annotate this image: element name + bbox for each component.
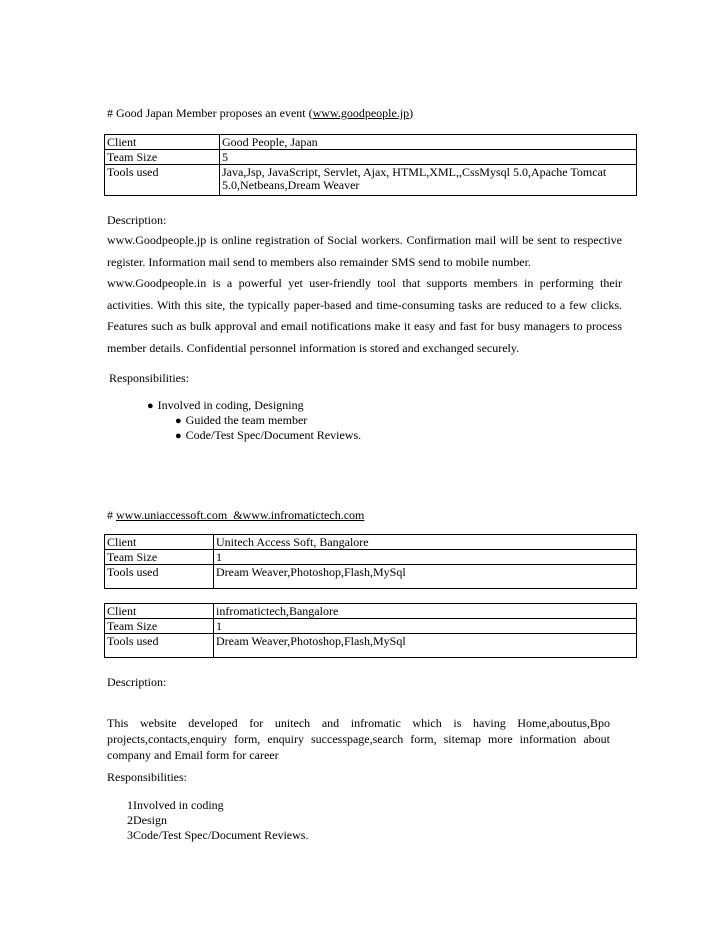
project1-heading: # Good Japan Member proposes an event (www.goodpeople.jp) (107, 106, 414, 120)
list-item: 3Code/Test Spec/Document Reviews. (127, 828, 309, 842)
list-item: 2Design (127, 813, 167, 827)
list-item: ● Code/Test Spec/Document Reviews. (175, 428, 362, 442)
table-row: Tools used Dream Weaver,Photoshop,Flash,MySql (105, 634, 637, 658)
bullet-icon: ● (147, 400, 154, 412)
list-item: 1Involved in coding (127, 798, 224, 812)
project2-info-table-2 (104, 603, 637, 658)
project2-link[interactable]: www.uniaccessoft.com &www.infromatictech.com (116, 508, 365, 522)
table-row: Team Size 1 (105, 619, 637, 634)
project1-info-table (104, 134, 637, 196)
description-paragraph: www.Goodpeople.in is a powerful yet user-friendly tool that supports members in performing their activities. With this site, the typically paper-based and time-consuming tasks are reduced to a few clicks. Features such as bulk approval and email notifications make it easy and fast for busy managers to process member details. Confidential personnel information is stored and exchanged securely. (107, 276, 622, 355)
table-row: Team Size 5 (105, 150, 637, 165)
project2-description: This website developed for unitech and infromatic which is having Home,aboutus,Bpo projects,contacts,enquiry form, enquiry successpage,search form, sitemap more information about company and Email form for career (107, 716, 610, 762)
list-item: ● Guided the team member (175, 413, 308, 427)
project2-heading: # www.uniaccessoft.com &www.infromatictech.com (107, 508, 365, 522)
project1-description-label: Description: (107, 213, 167, 227)
bullet-icon: ● (175, 415, 182, 427)
project2-responsibilities-label: Responsibilities: (107, 770, 188, 784)
project1-description (107, 230, 622, 359)
project2-description-label: Description: (107, 675, 167, 689)
description-paragraph: www.Goodpeople.jp is online registration of Social workers. Confirmation mail will be sent to respective register. Information mail send to members also remainder SMS send to mobile number. (107, 233, 622, 269)
bullet-icon: ● (175, 430, 182, 442)
table-row: Client infromatictech,Bangalore (105, 604, 637, 619)
project1-link[interactable]: www.goodpeople.jp (312, 106, 410, 120)
table-row: Tools used Java,Jsp, JavaScript, Servlet, Ajax, HTML,XML,,CssMysql 5.0,Apache Tomcat 5.0,Netbeans,Dream Weaver (105, 165, 637, 196)
table-row: Client Unitech Access Soft, Bangalore (105, 535, 637, 550)
list-item: ● Involved in coding, Designing (147, 398, 304, 412)
project1-responsibilities-label: Responsibilities: (109, 371, 190, 385)
table-row: Client Good People, Japan (105, 135, 637, 150)
project2-responsibilities-list (127, 798, 308, 843)
table-row: Tools used Dream Weaver,Photoshop,Flash,MySql (105, 565, 637, 589)
project2-info-table-1 (104, 534, 637, 589)
table-row: Team Size 1 (105, 550, 637, 565)
